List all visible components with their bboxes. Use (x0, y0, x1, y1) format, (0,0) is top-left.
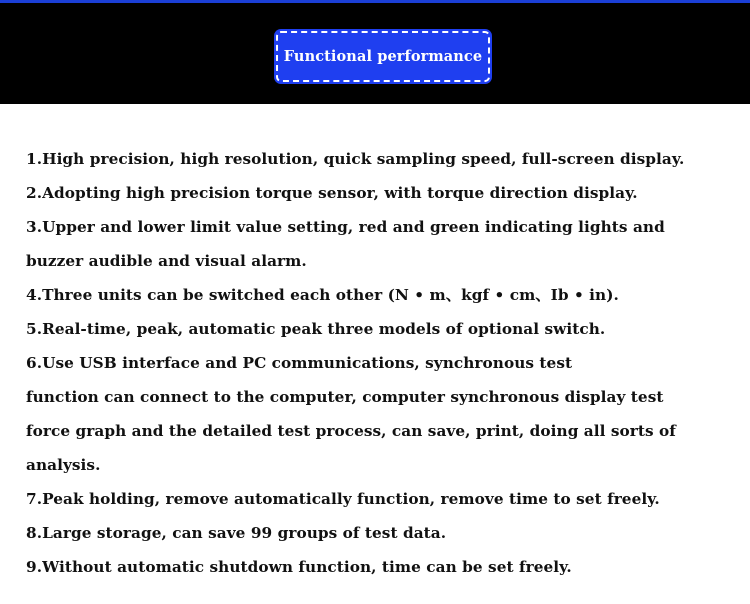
feature-line: 8.Large storage, can save 99 groups of test data. (26, 524, 447, 542)
page-title: Functional performance (283, 48, 483, 65)
title-badge-border (276, 31, 490, 82)
feature-line: 4.Three units can be switched each other (N • m、kgf • cm、Ib • in). (26, 286, 619, 304)
header-banner (0, 0, 750, 104)
feature-line: analysis. (26, 456, 101, 474)
feature-line: force graph and the detailed test process, can save, print, doing all sorts of (26, 422, 676, 440)
feature-line: 3.Upper and lower limit value setting, red and green indicating lights and (26, 218, 665, 236)
feature-line: 7.Peak holding, remove automatically function, remove time to set freely. (26, 490, 660, 508)
feature-line: 5.Real-time, peak, automatic peak three models of optional switch. (26, 320, 606, 338)
feature-list (26, 142, 748, 584)
title-badge (274, 29, 492, 84)
feature-line: buzzer audible and visual alarm. (26, 252, 307, 270)
feature-line: 9.Without automatic shutdown function, time can be set freely. (26, 558, 572, 576)
feature-line: 1.High precision, high resolution, quick sampling speed, full-screen display. (26, 150, 685, 168)
feature-line: function can connect to the computer, computer synchronous display test (26, 388, 664, 406)
feature-line: 2.Adopting high precision torque sensor, with torque direction display. (26, 184, 638, 202)
feature-line: 6.Use USB interface and PC communications, synchronous test (26, 354, 573, 372)
